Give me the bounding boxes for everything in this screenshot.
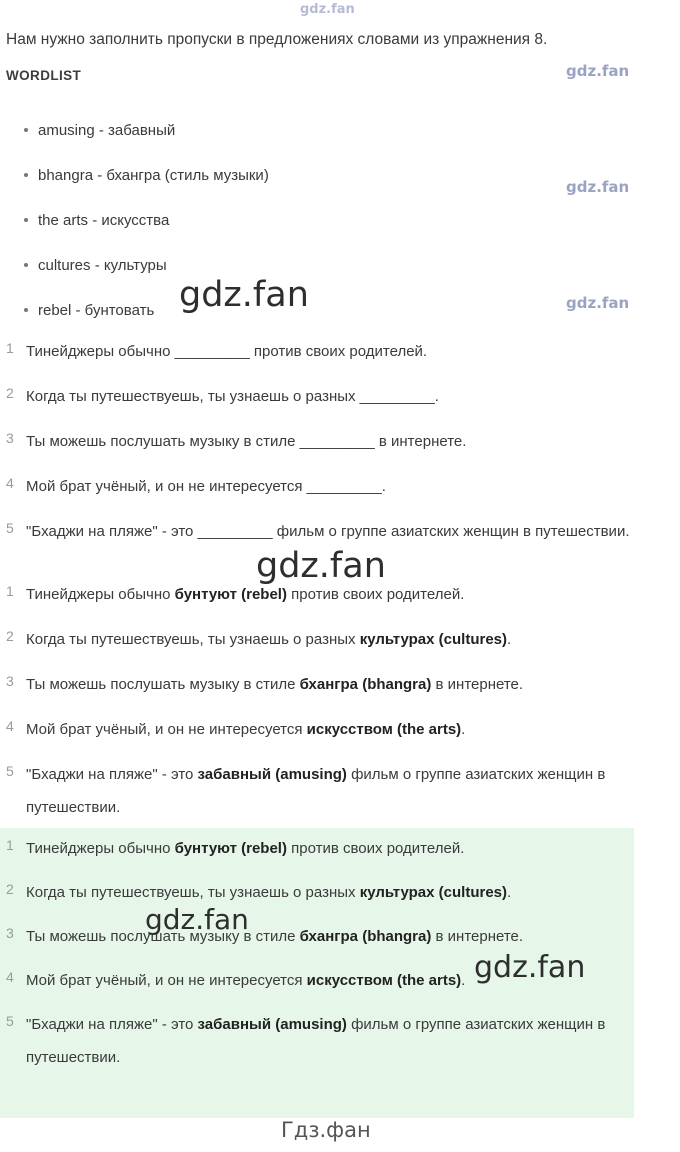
sentence-suffix: . [507,884,512,901]
answer-sentence-row [6,668,666,713]
sentence-answer: искусством (the arts) [306,972,462,989]
sentence-number: 1 [6,583,14,599]
wordlist-heading: WORDLIST [6,68,82,83]
watermark-right-2: gdz.fan [566,178,630,196]
sentence-text [26,920,636,953]
gap-sentences-block [6,335,666,560]
wordlist-entry: rebel - бунтовать [38,302,155,319]
sentence-text [26,668,666,701]
sentence-text [26,832,636,865]
sentence-suffix: против своих родителей. [286,586,465,603]
sentence-prefix: Ты можешь послушать музыку в стиле [26,928,300,945]
sentence-suffix: против своих родителей. [286,840,465,857]
gap-sentence-row [6,380,666,425]
highlighted-answers-block [6,832,636,1074]
intro-text: Нам нужно заполнить пропуски в предложениях словами из упражнения 8. [6,31,548,48]
sentence-text: Когда ты путешествуешь, ты узнаешь о разных _________. [26,388,439,405]
sentence-suffix: . [461,972,466,989]
sentence-prefix: Ты можешь послушать музыку в стиле [26,676,300,693]
sentence-prefix: "Бхаджи на пляже" - это [26,1016,198,1033]
sentence-prefix: Тинейджеры обычно [26,586,175,603]
sentence-text: "Бхаджи на пляже" - это _________ фильм о группе азиатских женщин в путешествии. [26,523,630,540]
sentence-answer: культурах (cultures) [359,884,507,901]
watermark-top: gdz.fan [300,2,355,17]
sentence-text [26,1008,636,1074]
sentence-number: 2 [6,881,14,897]
sentence-number: 2 [6,628,14,644]
highlighted-answer-row [6,964,636,1008]
sentence-answer: бунтуют (rebel) [174,586,287,603]
sentence-number: 3 [6,925,14,941]
sentence-text [26,758,666,824]
sentence-number: 5 [6,1013,14,1029]
sentence-suffix: . [507,631,512,648]
wordlist-entry: cultures - культуры [38,257,167,274]
sentence-suffix: в интернете. [431,928,524,945]
sentence-number: 3 [6,430,14,446]
gap-sentence-row [6,425,666,470]
sentence-text: Тинейджеры обычно _________ против своих родителей. [26,343,428,360]
sentence-prefix: Когда ты путешествуешь, ты узнаешь о разных [26,884,360,901]
wordlist-entry: the arts - искусства [38,212,170,229]
watermark-large-4: gdz.fan [474,950,586,985]
sentence-text: Ты можешь послушать музыку в стиле _________ в интернете. [26,433,467,450]
sentence-number: 4 [6,718,14,734]
answer-sentences-block [6,578,666,824]
highlighted-answer-row [6,920,636,964]
sentence-suffix: в интернете. [431,676,524,693]
sentence-answer: бунтуют (rebel) [174,840,287,857]
watermark-right-1: gdz.fan [566,62,630,80]
highlighted-answer-row [6,876,636,920]
sentence-prefix: Мой брат учёный, и он не интересуется [26,972,307,989]
gap-sentence-row [6,470,666,515]
sentence-suffix: . [461,721,466,738]
wordlist-entry: amusing - забавный [38,122,176,139]
watermark-right-3: gdz.fan [566,294,630,312]
answer-sentence-row [6,713,666,758]
sentence-answer: бхангра (bhangra) [299,676,432,693]
wordlist-entry: bhangra - бхангра (стиль музыки) [38,167,269,184]
sentence-answer: забавный (amusing) [197,766,347,783]
list-item [6,253,526,298]
list-item [6,208,526,253]
sentence-answer: культурах (cultures) [359,631,507,648]
answer-sentence-row [6,758,666,824]
sentence-answer: забавный (amusing) [197,1016,347,1033]
sentence-suffix: фильм о группе азиатских женщин в путешествии. [26,766,606,816]
sentence-prefix: Мой брат учёный, и он не интересуется [26,721,307,738]
sentence-text [26,964,636,997]
sentence-number: 5 [6,520,14,536]
sentence-number: 3 [6,673,14,689]
sentence-number: 2 [6,385,14,401]
gap-sentence-row [6,335,666,380]
wordlist [6,118,526,343]
watermark-bottom: Гдз.фан [281,1118,371,1142]
sentence-text [26,623,666,656]
sentence-answer: бхангра (bhangra) [299,928,432,945]
sentence-text [26,713,666,746]
sentence-suffix: фильм о группе азиатских женщин в путешествии. [26,1016,606,1066]
sentence-number: 4 [6,969,14,985]
highlighted-answer-row [6,832,636,876]
sentence-answer: искусством (the arts) [306,721,462,738]
gap-sentence-row [6,515,666,560]
sentence-text [26,876,636,909]
list-item [6,163,526,208]
watermark-large-3: gdz.fan [145,903,249,936]
watermark-large-2: gdz.fan [256,546,386,586]
sentence-number: 1 [6,340,14,356]
sentence-text: Мой брат учёный, и он не интересуется _________. [26,478,386,495]
watermark-large-1: gdz.fan [179,275,309,315]
highlighted-answer-row [6,1008,636,1074]
answer-sentence-row [6,623,666,668]
sentence-prefix: "Бхаджи на пляже" - это [26,766,198,783]
sentence-prefix: Тинейджеры обычно [26,840,175,857]
sentence-number: 1 [6,837,14,853]
sentence-prefix: Когда ты путешествуешь, ты узнаешь о разных [26,631,360,648]
list-item [6,118,526,163]
sentence-number: 5 [6,763,14,779]
sentence-number: 4 [6,475,14,491]
sentence-text [26,578,666,611]
answer-sentence-row [6,578,666,623]
